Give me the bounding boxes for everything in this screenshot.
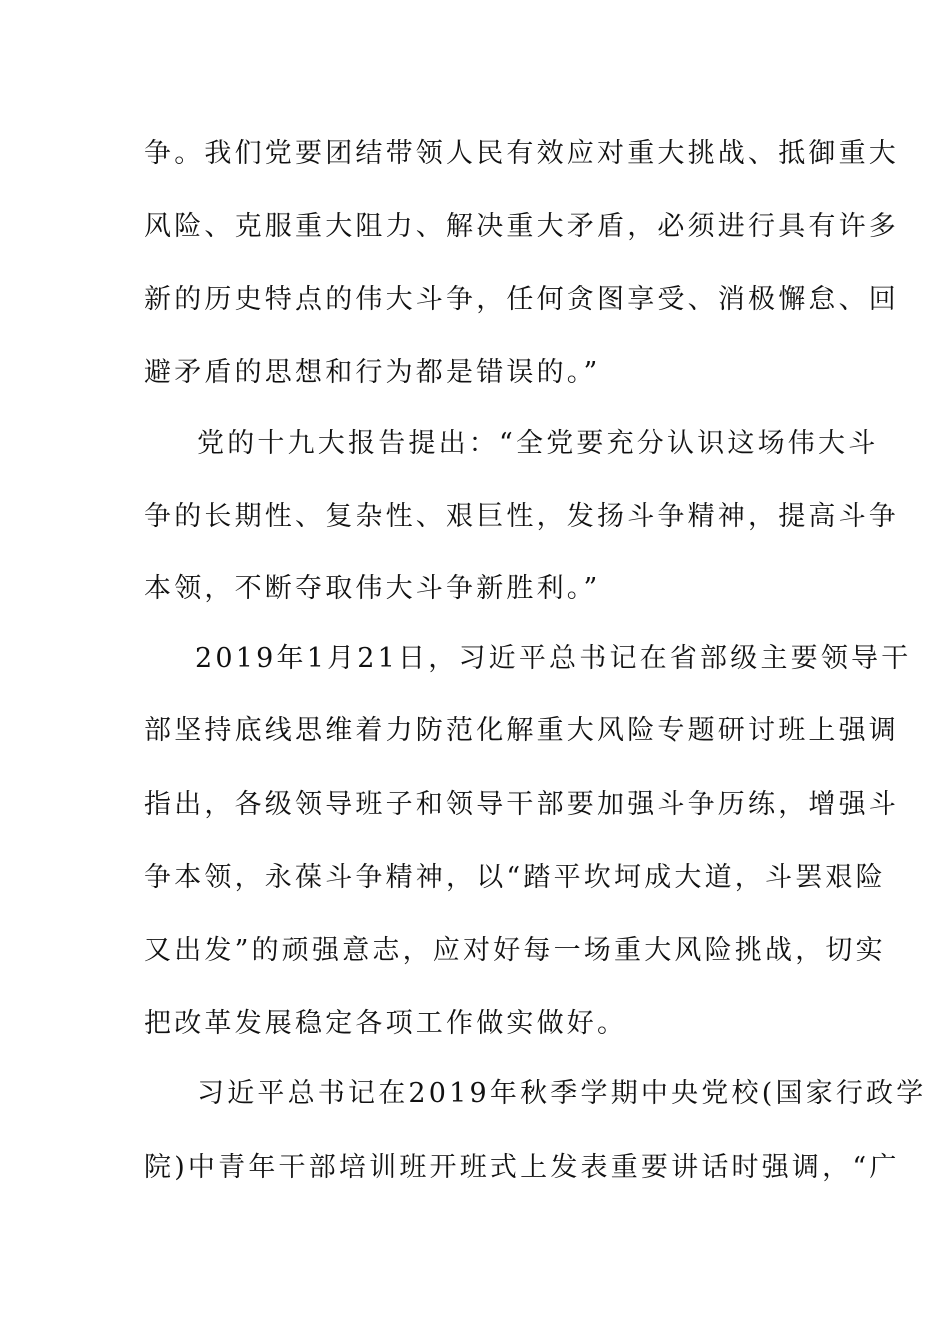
text-line: 避矛盾的思想和行为都是错误的。”: [144, 357, 601, 388]
paragraph-first-line: 习近平总书记在2019年秋季学期中央党校(国家行政学: [197, 1078, 927, 1109]
text-line: 部坚持底线思维着力防范化解重大风险专题研讨班上强调: [144, 715, 899, 746]
text-line: 争的长期性、复杂性、艰巨性，发扬斗争精神，提高斗争: [144, 501, 899, 532]
text-line: 争本领，永葆斗争精神，以“踏平坎坷成大道，斗罢艰险: [144, 862, 886, 893]
text-line: 把改革发展稳定各项工作做实做好。: [144, 1008, 628, 1039]
paragraph-first-line: 2019年1月21日，习近平总书记在省部级主要领导干: [195, 643, 912, 674]
text-line: 本领，不断夺取伟大斗争新胜利。”: [144, 573, 601, 604]
text-line: 新的历史特点的伟大斗争，任何贪图享受、消极懈怠、回: [144, 284, 899, 315]
text-line: 指出，各级领导班子和领导干部要加强斗争历练，增强斗: [144, 789, 899, 820]
paragraph-first-line: 党的十九大报告提出：“全党要充分认识这场伟大斗: [197, 428, 879, 459]
text-line: 风险、克服重大阻力、解决重大矛盾，必须进行具有许多: [144, 211, 899, 242]
text-line: 争。我们党要团结带领人民有效应对重大挑战、抵御重大: [144, 138, 899, 169]
text-line: 又出发”的顽强意志，应对好每一场重大风险挑战，切实: [144, 935, 886, 966]
text-line: 院)中青年干部培训班开班式上发表重要讲话时强调，“广: [144, 1152, 900, 1183]
